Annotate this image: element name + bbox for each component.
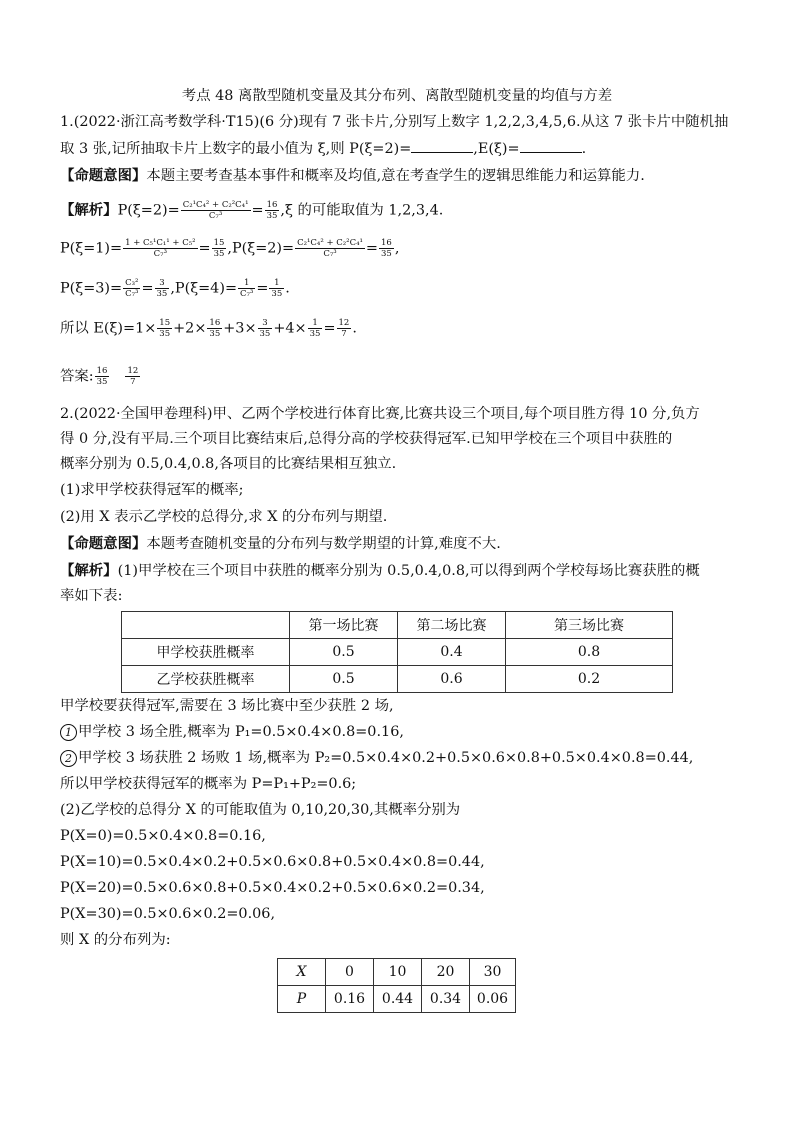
fraction bbox=[258, 318, 273, 339]
numerator: 1 bbox=[269, 278, 284, 289]
table-cell: 乙学校获胜概率 bbox=[122, 666, 290, 693]
formula-text: = bbox=[256, 280, 269, 297]
table-row bbox=[122, 639, 673, 666]
formula-text: +4× bbox=[273, 320, 307, 337]
numerator: 12 bbox=[338, 318, 350, 328]
denominator: 35 bbox=[380, 249, 392, 259]
fraction bbox=[157, 318, 172, 339]
denominator: 35 bbox=[213, 249, 225, 259]
formula-text: +2× bbox=[173, 320, 207, 337]
fraction bbox=[379, 238, 394, 259]
numerator: 15 bbox=[213, 238, 225, 248]
formula-text: ,P(ξ=2)= bbox=[227, 240, 295, 257]
q2-b-line7: P(X=10)=0.5×0.4×0.2+0.5×0.6×0.8+0.5×0.4×0.8=0.44, bbox=[60, 854, 485, 870]
fraction bbox=[123, 278, 140, 299]
fraction bbox=[337, 318, 352, 339]
fraction bbox=[207, 318, 222, 339]
answer-label: 答案: bbox=[60, 368, 94, 385]
table-cell: 第三场比赛 bbox=[506, 612, 673, 639]
table-cell: 0.5 bbox=[290, 639, 398, 666]
denominator: C₇³ bbox=[153, 249, 167, 259]
denominator: 35 bbox=[96, 377, 108, 387]
numerator: 16 bbox=[209, 318, 221, 328]
q2-analysis-line1 bbox=[60, 561, 700, 581]
table-cell: 0.6 bbox=[398, 666, 506, 693]
q2-intent bbox=[60, 534, 501, 554]
q2-line4: (1)求甲学校获得冠军的概率; bbox=[60, 482, 244, 498]
denominator: C₇³ bbox=[240, 289, 254, 299]
table-cell: 0.34 bbox=[422, 986, 470, 1013]
table-cell: 10 bbox=[374, 959, 422, 986]
denominator: 7 bbox=[341, 329, 347, 339]
numerator: 1 bbox=[308, 318, 323, 329]
denominator: 35 bbox=[159, 329, 171, 339]
q2-b-line5: (2)乙学校的总得分 X 的可能取值为 0,10,20,30,其概率分别为 bbox=[60, 802, 461, 818]
formula-text: , bbox=[394, 240, 400, 257]
q1-intent bbox=[60, 166, 645, 186]
numerator: 16 bbox=[266, 200, 278, 210]
numerator: 3 bbox=[155, 278, 170, 289]
table-row bbox=[122, 666, 673, 693]
denominator: C₇³ bbox=[323, 249, 337, 259]
q1-line2-b: ,E(ξ)= bbox=[473, 141, 520, 157]
fraction bbox=[123, 238, 197, 259]
table-row bbox=[278, 986, 516, 1013]
denominator: 35 bbox=[156, 289, 168, 299]
numerator: C₃² bbox=[125, 278, 139, 288]
formula-text: . bbox=[285, 280, 290, 297]
denominator: 7 bbox=[130, 377, 136, 387]
q1-line1: 1.(2022·浙江高考数学科·T15)(6 分)现有 7 张卡片,分别写上数字 1,2,2,3,4,5,6.从这 7 张卡片中随机抽 bbox=[60, 114, 729, 130]
q2-b-line3 bbox=[60, 748, 693, 768]
fraction bbox=[295, 238, 365, 259]
q2-b-line10: 则 X 的分布列为: bbox=[60, 932, 171, 948]
q1-analysis-label: 【解析】 bbox=[60, 201, 118, 219]
fraction bbox=[155, 278, 170, 299]
q1-analysis-line4 bbox=[60, 318, 357, 339]
table-cell: X bbox=[278, 959, 326, 986]
table-cell: P bbox=[278, 986, 326, 1013]
table-row bbox=[278, 959, 516, 986]
q1-analysis-line2 bbox=[60, 238, 399, 259]
answer-blank-1 bbox=[411, 138, 473, 153]
table-cell: 第一场比赛 bbox=[290, 612, 398, 639]
fraction bbox=[269, 278, 284, 299]
formula-text: P(ξ=3)= bbox=[60, 280, 123, 297]
formula-text: ,P(ξ=4)= bbox=[170, 280, 238, 297]
table-cell: 0.2 bbox=[506, 666, 673, 693]
page-title: 考点 48 离散型随机变量及其分布列、离散型随机变量的均值与方差 bbox=[181, 88, 613, 104]
answer-blank-2 bbox=[520, 138, 582, 153]
q1-analysis-line3 bbox=[60, 278, 290, 299]
q2-b-line4: 所以甲学校获得冠军的概率为 P=P₁+P₂=0.6; bbox=[60, 776, 357, 792]
denominator: 35 bbox=[309, 329, 321, 339]
q2-b-line2 bbox=[60, 722, 404, 742]
table-cell bbox=[122, 612, 290, 639]
numerator: 16 bbox=[380, 238, 392, 248]
fraction bbox=[95, 366, 110, 387]
q1-line2-a: 取 3 张,记所抽取卡片上数字的最小值为 ξ,则 P(ξ=2)= bbox=[60, 141, 412, 157]
q2-line5: (2)用 X 表示乙学校的总得分,求 X 的分布列与期望. bbox=[60, 509, 388, 525]
fraction bbox=[212, 238, 227, 259]
win-probability-table bbox=[121, 611, 673, 693]
numerator: 1 bbox=[238, 278, 255, 289]
formula-text: +3× bbox=[223, 320, 257, 337]
formula-text: P(ξ=1)= bbox=[60, 240, 123, 257]
table-cell: 0.4 bbox=[398, 639, 506, 666]
table-cell: 0.06 bbox=[470, 986, 516, 1013]
q2-b-line6: P(X=0)=0.5×0.4×0.8=0.16, bbox=[60, 828, 266, 844]
table-cell: 20 bbox=[422, 959, 470, 986]
q2-b-line8: P(X=20)=0.5×0.6×0.8+0.5×0.4×0.2+0.5×0.6×0.2=0.34, bbox=[60, 880, 485, 896]
formula-text: = bbox=[198, 240, 211, 257]
table-cell: 30 bbox=[470, 959, 516, 986]
q1-analysis-line1 bbox=[60, 200, 443, 221]
q1-line2 bbox=[60, 138, 586, 159]
table-cell: 0.44 bbox=[374, 986, 422, 1013]
formula-text: ,ξ 的可能取值为 1,2,3,4. bbox=[280, 202, 444, 219]
numerator: 3 bbox=[258, 318, 273, 329]
numerator: 12 bbox=[127, 366, 139, 376]
fraction bbox=[238, 278, 255, 299]
q2-intent-label: 【命题意图】 bbox=[60, 535, 147, 552]
q2-line3: 概率分别为 0.5,0.4,0.8,各项目的比赛结果相互独立. bbox=[60, 456, 397, 472]
fraction bbox=[265, 200, 280, 221]
numerator: 1 + C₅¹C₁¹ + C₅² bbox=[125, 238, 196, 248]
denominator: 35 bbox=[266, 211, 278, 221]
table-cell: 0.5 bbox=[290, 666, 398, 693]
numerator: C₂¹C₄² + C₂²C₄¹ bbox=[297, 238, 363, 248]
q1-intent-label: 【命题意图】 bbox=[60, 167, 147, 184]
formula-text: = bbox=[251, 202, 264, 219]
numerator: 15 bbox=[159, 318, 171, 328]
formula-text: . bbox=[352, 320, 357, 337]
distribution-table bbox=[277, 958, 516, 1013]
circled-number-2: 2 bbox=[60, 750, 77, 767]
q1-intent-text: 本题主要考查基本事件和概率及均值,意在考查学生的逻辑思维能力和运算能力. bbox=[146, 168, 645, 184]
q2-line1: 2.(2022·全国甲卷理科)甲、乙两个学校进行体育比赛,比赛共设三个项目,每个项目胜方得 10 分,负方 bbox=[60, 406, 700, 422]
q2-analysis-label: 【解析】 bbox=[60, 562, 118, 579]
analysis-text: 甲学校 3 场全胜,概率为 P₁=0.5×0.4×0.8=0.16, bbox=[78, 724, 404, 740]
q2-analysis-line2: 率如下表: bbox=[60, 588, 123, 604]
numerator: C₂¹C₄² + C₂²C₄¹ bbox=[182, 200, 249, 210]
fraction bbox=[181, 200, 251, 221]
table-row bbox=[122, 612, 673, 639]
analysis-text: 甲学校 3 场获胜 2 场败 1 场,概率为 P₂=0.5×0.4×0.2+0.5×0.6×0.8+0.5×0.4×0.8=0.44, bbox=[78, 750, 694, 766]
formula-text: = bbox=[323, 320, 336, 337]
table-cell: 甲学校获胜概率 bbox=[122, 639, 290, 666]
denominator: C₇³ bbox=[125, 289, 139, 299]
table-cell: 0.16 bbox=[326, 986, 374, 1013]
circled-number-1: 1 bbox=[60, 724, 77, 741]
formula-text: = bbox=[365, 240, 378, 257]
table-cell: 0.8 bbox=[506, 639, 673, 666]
fraction bbox=[308, 318, 323, 339]
q2-line2: 得 0 分,没有平局.三个项目比赛结束后,总得分高的学校获得冠军.已知甲学校在三个项目中获胜的 bbox=[60, 431, 673, 447]
numerator: 16 bbox=[96, 366, 108, 376]
fraction bbox=[125, 366, 140, 387]
q2-b-line1: 甲学校要获得冠军,需要在 3 场比赛中至少获胜 2 场, bbox=[60, 698, 394, 714]
q1-line2-c: . bbox=[581, 141, 587, 157]
q2-b-line9: P(X=30)=0.5×0.6×0.2=0.06, bbox=[60, 906, 276, 922]
denominator: 35 bbox=[259, 329, 271, 339]
q1-answer bbox=[60, 366, 141, 387]
analysis-text: (1)甲学校在三个项目中获胜的概率分别为 0.5,0.4,0.8,可以得到两个学校每场比赛获胜的概 bbox=[117, 563, 700, 579]
table-cell: 0 bbox=[326, 959, 374, 986]
formula-text: 所以 E(ξ)=1× bbox=[60, 320, 157, 337]
denominator: 35 bbox=[209, 329, 221, 339]
denominator: C₇³ bbox=[208, 211, 223, 221]
table-cell: 第二场比赛 bbox=[398, 612, 506, 639]
formula-text: P(ξ=2)= bbox=[117, 202, 180, 219]
q2-intent-text: 本题考查随机变量的分布列与数学期望的计算,难度不大. bbox=[146, 536, 501, 552]
denominator: 35 bbox=[271, 289, 283, 299]
formula-text: = bbox=[141, 280, 154, 297]
